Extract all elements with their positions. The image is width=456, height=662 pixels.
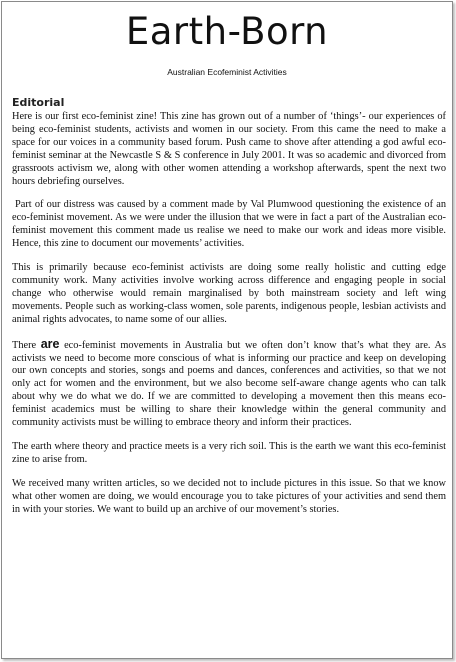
- paragraph-3: This is primarily because eco-feminist activists are doing some really holistic and cutting edge community work. Many activities involve working across difference and engaging people in social change who otherwise would remain marginalised by both mainstream society and left wing movements. People such as working-class women, sole parents, indigenous people, lesbian activists and animal rights advocates, to name some of our allies.: [12, 262, 446, 325]
- zine-subtitle: Australian Ecofeminist Activities: [167, 67, 287, 77]
- zine-title: Earth-Born: [125, 10, 329, 53]
- paragraph-1: Here is our first eco-feminist zine! This zine has grown out of a number of ‘things’- our experiences of being eco-feminist students, activists and women in our society. From this came the need to make a space for our voices in a community based forum. Push came to shove after attending a god awful eco-feminist seminar at the Newcastle S & S conference in July 2001. It was so academic and divorced from grassroots activism we, along with other women attending a workshop afterwards, spent the next two hours debriefing ourselves.: [12, 111, 446, 187]
- paragraph-4-lead: There: [12, 339, 41, 351]
- editorial-body: [12, 111, 446, 527]
- paragraph-6: We received many written articles, so we decided not to include pictures in this issue. So that we know what other women are doing, we would encourage you to take pictures of your activities and send them in with your stories. We want to build up an archive of our movement’s stories.: [12, 477, 446, 515]
- paragraph-4-rest: eco-feminist movements in Australia but we often don’t know that’s what they are. As activists we need to become more conscious of what is informing our practice and keep on developing our own concepts and stories, songs and poems and dances, conferences and activities, so that we not only act for women and the environment, but we also become self-aware change agents who can talk about why we do what we do. If we are committed to developing a movement then this means eco-feminist academics must be willing to share their knowledge within the general community and community activists must be willing to embrace theory and inform their practices.: [12, 339, 447, 429]
- paragraph-5: The earth where theory and practice meets is a very rich soil. This is the earth we want this eco-feminist zine to arise from.: [12, 440, 446, 465]
- zine-page: [1, 1, 453, 659]
- paragraph-4-emphasis: are: [40, 336, 60, 351]
- paragraph-2: Part of our distress was caused by a comment made by Val Plumwood questioning the existence of an eco-feminist movement. As we were under the illusion that we were in fact a part of the Australian eco-feminist movement this comment made us realise we need to make our work and ideas more visible. Hence, this zine to document our movements’ activities.: [12, 199, 446, 250]
- section-heading: Editorial: [12, 96, 65, 109]
- paragraph-4: [12, 338, 446, 430]
